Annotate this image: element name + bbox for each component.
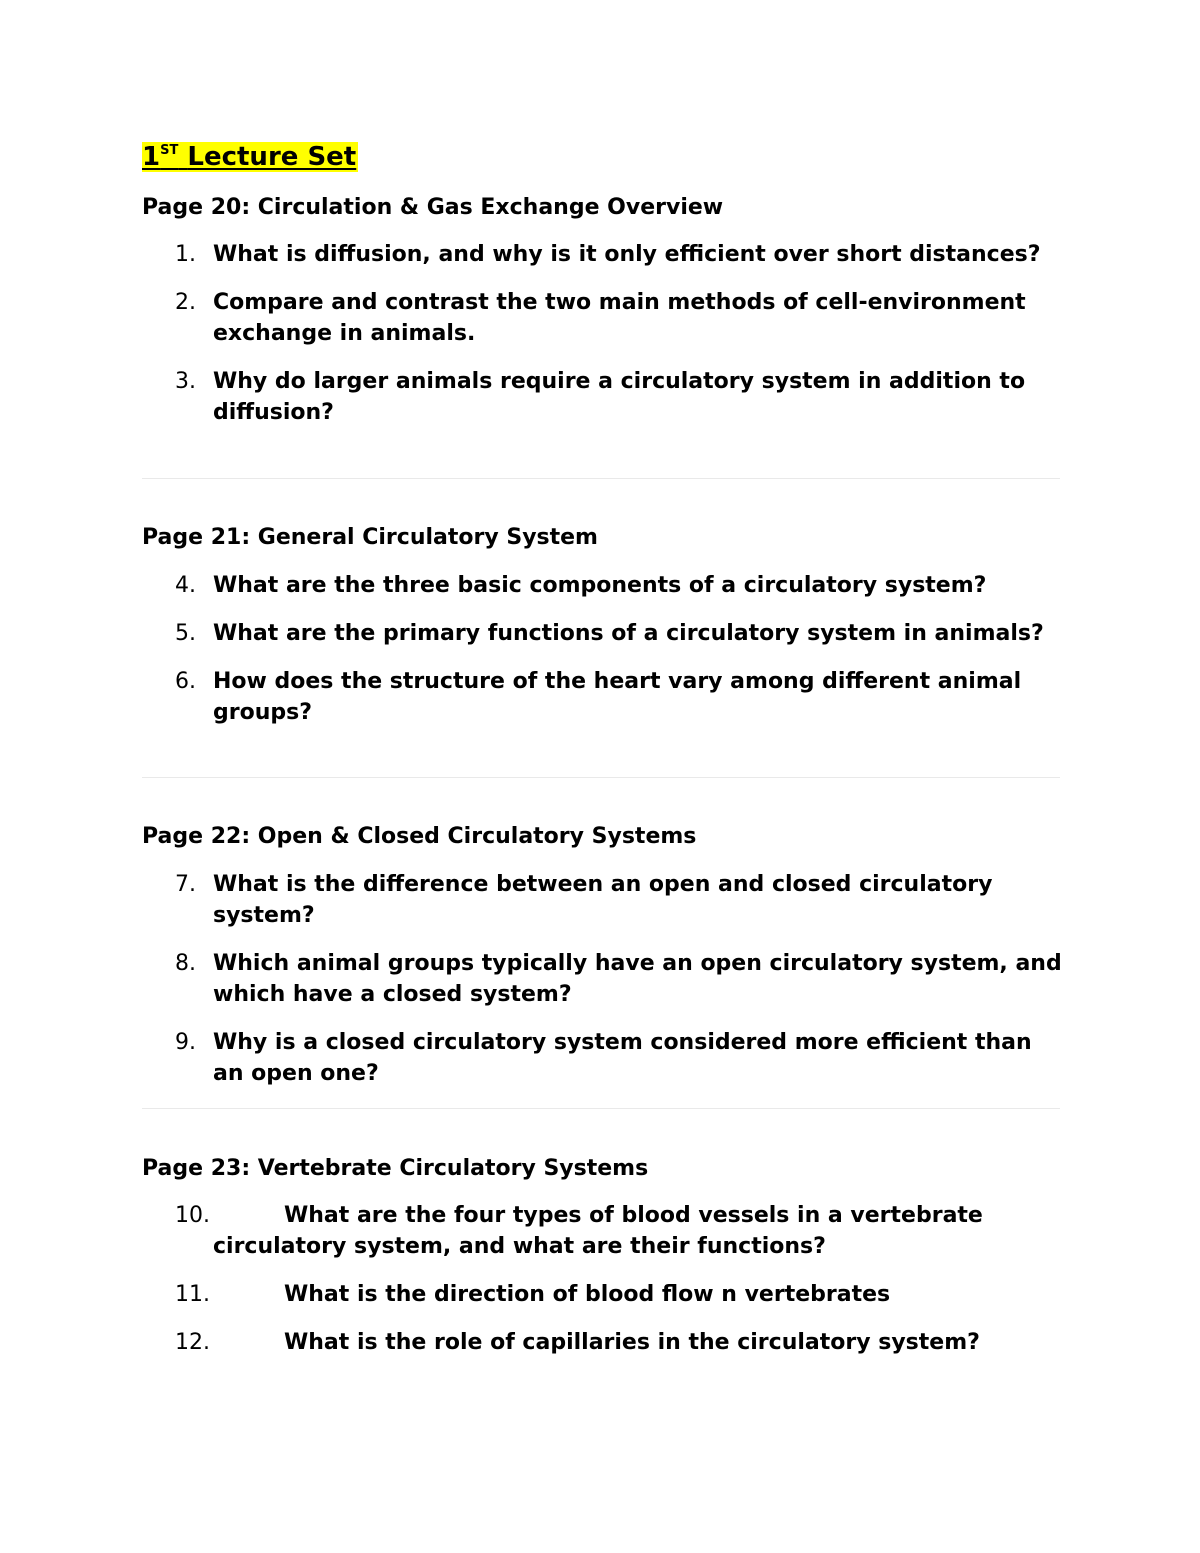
- section-heading: Page 22: Open & Closed Circulatory Systems: [142, 824, 697, 849]
- section-divider: [142, 478, 1060, 479]
- question-item: [142, 618, 1062, 649]
- question-list: [142, 239, 1062, 428]
- question-number: 11.: [175, 1282, 210, 1307]
- document-title: [142, 139, 358, 175]
- question-number: 5.: [175, 621, 196, 646]
- question-number: 8.: [175, 951, 196, 976]
- question-list: [142, 869, 1062, 1089]
- title-superscript: ST: [160, 143, 179, 158]
- question-text: What are the four types of blood vessels in a vertebrate circulatory system, and what are their functions?: [213, 1203, 983, 1259]
- question-text: Why do larger animals require a circulatory system in addition to diffusion?: [213, 369, 1026, 425]
- section-divider: [142, 777, 1060, 778]
- question-number: 1.: [175, 242, 196, 267]
- question-text: What is the difference between an open and closed circulatory system?: [213, 872, 993, 928]
- question-number: 7.: [175, 872, 196, 897]
- section-heading: Page 23: Vertebrate Circulatory Systems: [142, 1156, 649, 1181]
- question-number: 10.: [175, 1203, 210, 1228]
- question-item: [142, 366, 1062, 428]
- question-item: [142, 1027, 1062, 1089]
- question-text: What is the role of capillaries in the circulatory system?: [284, 1330, 980, 1355]
- question-text: What are the primary functions of a circulatory system in animals?: [213, 621, 1044, 646]
- question-item: [142, 948, 1062, 1010]
- section-page-20: [142, 193, 1062, 428]
- question-item: [142, 1279, 1062, 1310]
- question-item: [142, 869, 1062, 931]
- question-text: Compare and contrast the two main methods of cell-environment exchange in animals.: [213, 290, 1026, 346]
- question-item: [142, 1200, 1062, 1262]
- question-text: How does the structure of the heart vary among different animal groups?: [213, 669, 1022, 725]
- question-text: Which animal groups typically have an open circulatory system, and which have a closed system?: [213, 951, 1062, 1007]
- question-number: 4.: [175, 573, 196, 598]
- question-item: [142, 570, 1062, 601]
- title-number: 1: [142, 142, 161, 172]
- question-text: What are the three basic components of a circulatory system?: [213, 573, 987, 598]
- section-page-22: [142, 822, 1062, 1089]
- question-number: 12.: [175, 1330, 210, 1355]
- section-heading: Page 20: Circulation & Gas Exchange Overview: [142, 195, 724, 220]
- section-heading: Page 21: General Circulatory System: [142, 525, 598, 550]
- question-text: What is the direction of blood flow n vertebrates: [284, 1282, 891, 1307]
- question-number: 3.: [175, 369, 196, 394]
- question-item: [142, 1327, 1062, 1358]
- question-list: [142, 570, 1062, 728]
- question-item: [142, 666, 1062, 728]
- title-text: Lecture Set: [187, 142, 357, 172]
- section-page-21: [142, 523, 1062, 728]
- question-list: [142, 1200, 1062, 1358]
- title-highlight: [142, 142, 358, 172]
- question-item: [142, 287, 1062, 349]
- question-number: 9.: [175, 1030, 196, 1055]
- question-number: 6.: [175, 669, 196, 694]
- section-page-23: [142, 1154, 1062, 1358]
- question-text: What is diffusion, and why is it only efficient over short distances?: [213, 242, 1041, 267]
- question-number: 2.: [175, 290, 196, 315]
- question-text: Why is a closed circulatory system considered more efficient than an open one?: [213, 1030, 1032, 1086]
- section-divider: [142, 1108, 1060, 1109]
- question-item: [142, 239, 1062, 270]
